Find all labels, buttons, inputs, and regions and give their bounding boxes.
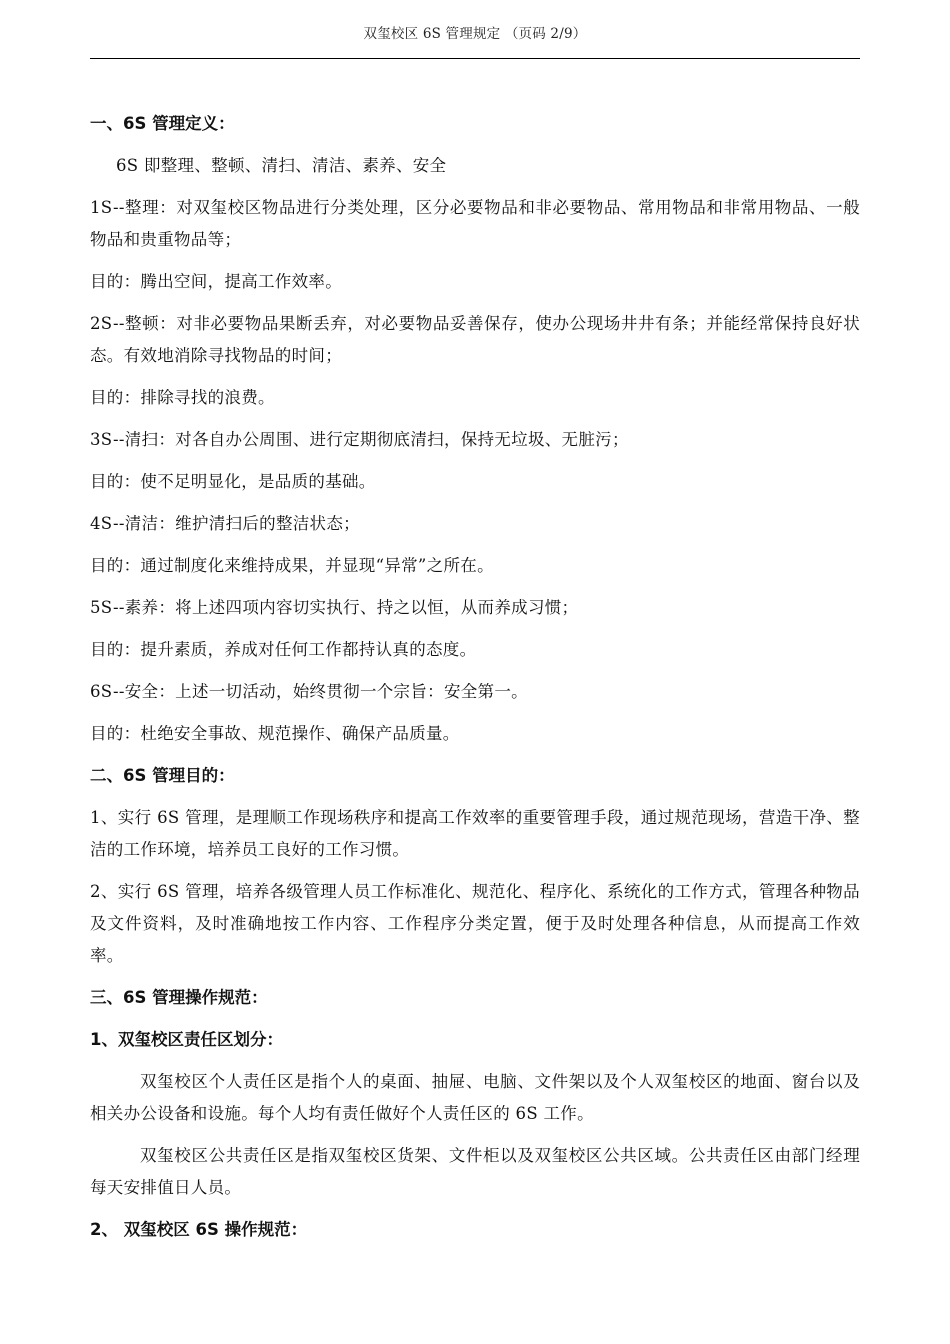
purpose-point-2: 2、实行 6S 管理，培养各级管理人员工作标准化、规范化、程序化、系统化的工作方式，管理各种物品及文件资料，及时准确地按工作内容、工作程序分类定置，便于及时处理各种信息，从而提高工作效率。 [90,882,860,965]
item-6s-definition: 6S--安全：上述一切活动，始终贯彻一个宗旨：安全第一。 [90,682,528,701]
subsection-heading-operation-spec: 2、 双玺校区 6S 操作规范： [90,1220,308,1239]
header-rule [90,58,860,59]
item-3s-purpose: 目的：使不足明显化，是品质的基础。 [90,472,376,491]
page-header: 双玺校区 6S 管理规定 （页码 2/9） [363,26,587,42]
purpose-point-1: 1、实行 6S 管理，是理顺工作现场秩序和提高工作效率的重要管理手段，通过规范现场，营造干净、整洁的工作环境，培养员工良好的工作习惯。 [90,808,860,859]
document-body [90,108,860,1256]
item-5s-purpose: 目的：提升素质，养成对任何工作都持认真的态度。 [90,640,477,659]
section-heading-operations: 三、6S 管理操作规范： [90,988,268,1007]
item-6s-purpose: 目的：杜绝安全事故、规范操作、确保产品质量。 [90,724,460,743]
item-4s-purpose: 目的：通过制度化来维持成果，并显现“异常”之所在。 [90,556,494,575]
item-2s-definition: 2S--整顿：对非必要物品果断丢弃，对必要物品妥善保存，使办公现场井井有条；并能经常保持良好状态。有效地消除寻找物品的时间； [90,314,860,365]
item-5s-definition: 5S--素养：将上述四项内容切实执行、持之以恒，从而养成习惯； [90,598,579,617]
responsibility-public: 双玺校区公共责任区是指双玺校区货架、文件柜以及双玺校区公共区域。公共责任区由部门经理每天安排值日人员。 [90,1146,860,1197]
definition-intro: 6S 即整理、整顿、清扫、清洁、素养、安全 [116,156,447,175]
item-4s-definition: 4S--清洁：维护清扫后的整洁状态； [90,514,360,533]
section-heading-purpose: 二、6S 管理目的： [90,766,235,785]
section-heading-definition: 一、6S 管理定义： [90,114,235,133]
subsection-heading-responsibility: 1、双玺校区责任区划分： [90,1030,283,1049]
item-3s-definition: 3S--清扫：对各自办公周围、进行定期彻底清扫，保持无垃圾、无脏污； [90,430,629,449]
responsibility-personal: 双玺校区个人责任区是指个人的桌面、抽屉、电脑、文件架以及个人双玺校区的地面、窗台以及相关办公设备和设施。每个人均有责任做好个人责任区的 6S 工作。 [90,1072,860,1123]
item-1s-purpose: 目的：腾出空间，提高工作效率。 [90,272,342,291]
item-1s-definition: 1S--整理：对双玺校区物品进行分类处理，区分必要物品和非必要物品、常用物品和非常用物品、一般物品和贵重物品等； [90,198,860,249]
item-2s-purpose: 目的：排除寻找的浪费。 [90,388,275,407]
